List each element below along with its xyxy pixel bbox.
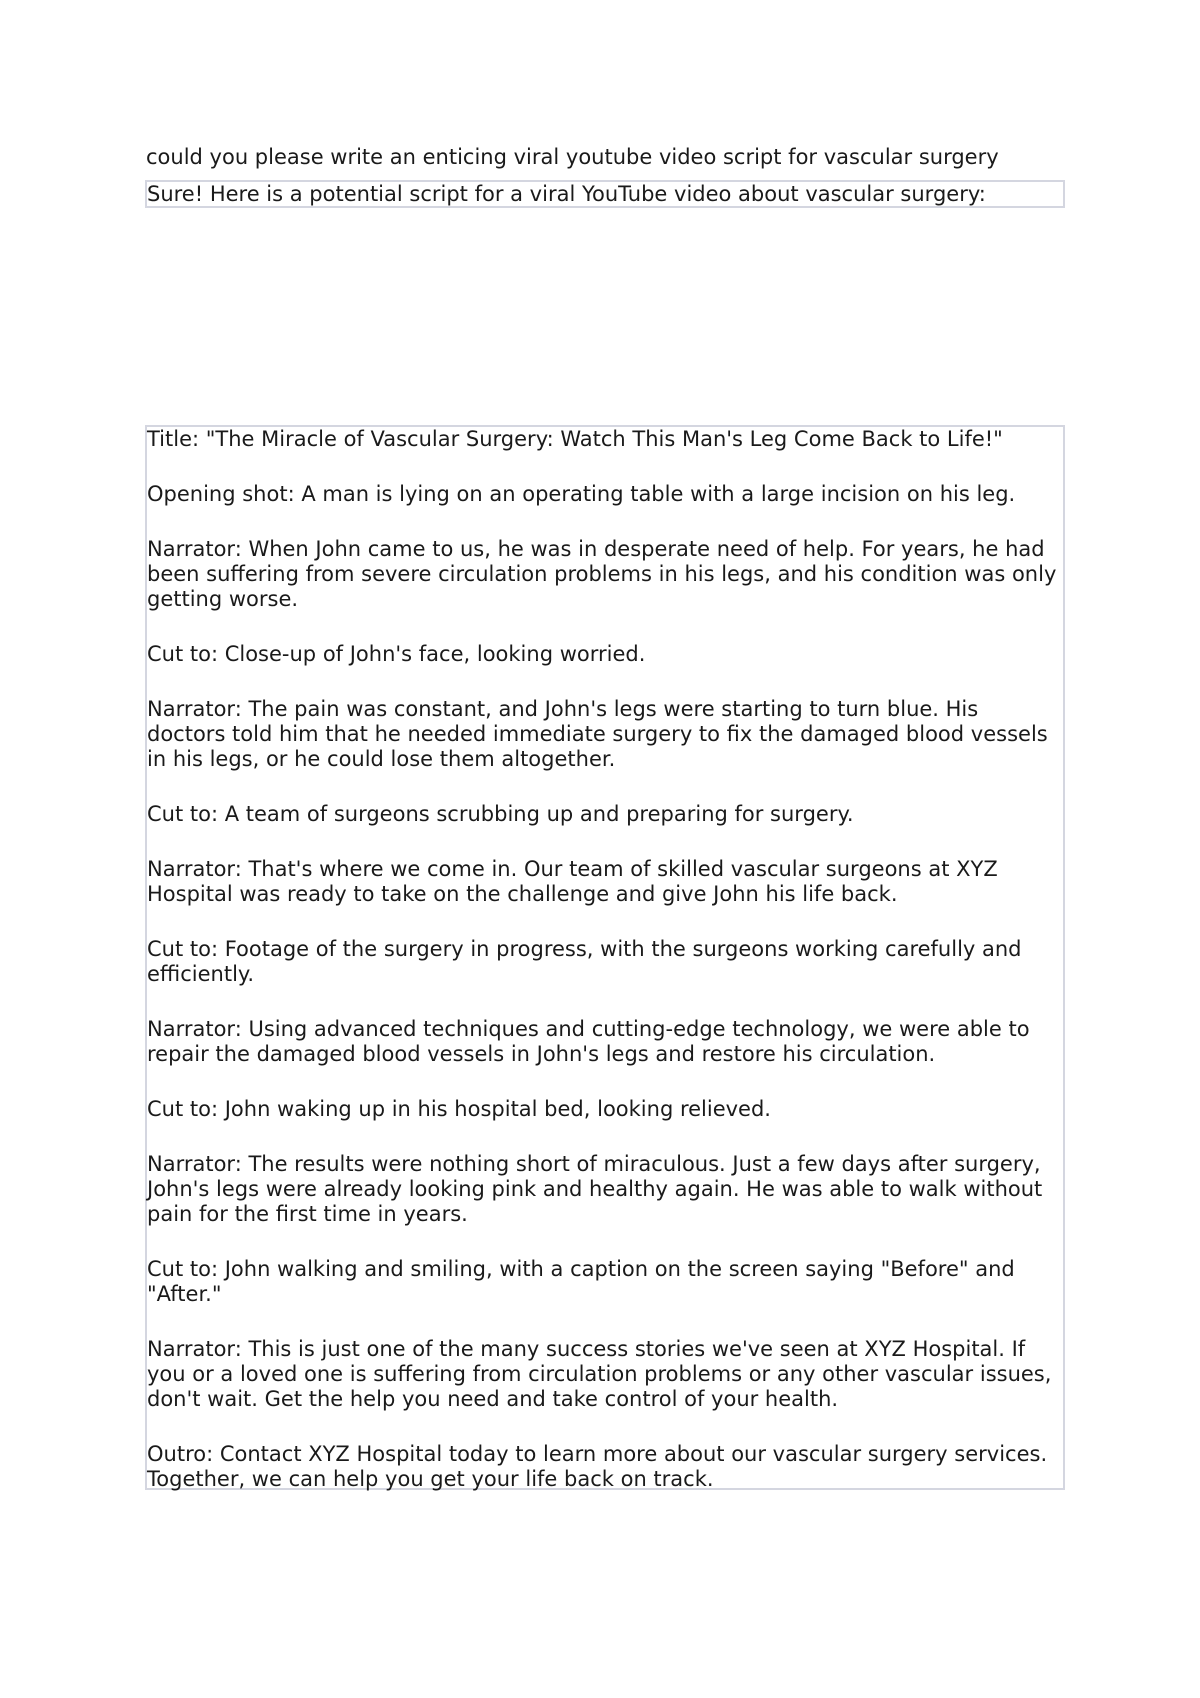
script-paragraph: Cut to: A team of surgeons scrubbing up and preparing for surgery.	[147, 802, 854, 826]
script-paragraph: Narrator: The results were nothing short of miraculous. Just a few days after surgery, John's legs were already looking pink and healthy again. He was able to walk without pain for the first time in years.	[147, 1152, 1043, 1226]
script-paragraph: Cut to: John walking and smiling, with a caption on the screen saying "Before" and "After."	[147, 1257, 1015, 1306]
script-paragraph: Outro: Contact XYZ Hospital today to learn more about our vascular surgery services. Together, we can help you get your life back on track.	[147, 1442, 1048, 1491]
response-intro-box	[145, 180, 1065, 208]
script-paragraph: Narrator: Using advanced techniques and cutting-edge technology, we were able to repair the damaged blood vessels in John's legs and restore his circulation.	[147, 1017, 1030, 1066]
script-paragraph-list	[147, 427, 1063, 1522]
prompt-text: could you please write an enticing viral youtube video script for vascular surgery	[146, 145, 999, 169]
script-paragraph: Cut to: Close-up of John's face, looking worried.	[147, 642, 646, 666]
script-paragraph: Narrator: That's where we come in. Our team of skilled vascular surgeons at XYZ Hospital was ready to take on the challenge and give John his life back.	[147, 857, 998, 906]
script-paragraph: Narrator: The pain was constant, and John's legs were starting to turn blue. His doctors told him that he needed immediate surgery to fix the damaged blood vessels in his legs, or he could lose them altogether.	[147, 697, 1048, 771]
script-paragraph: Narrator: This is just one of the many success stories we've seen at XYZ Hospital. If you or a loved one is suffering from circulation problems or any other vascular issues, don't wait. Get the help you need and take control of your health.	[147, 1337, 1052, 1411]
script-paragraph: Cut to: Footage of the surgery in progress, with the surgeons working carefully and efficiently.	[147, 937, 1022, 986]
script-box	[145, 425, 1065, 1490]
script-paragraph: Title: "The Miracle of Vascular Surgery: Watch This Man's Leg Come Back to Life!"	[147, 427, 1003, 451]
script-paragraph: Narrator: When John came to us, he was in desperate need of help. For years, he had been suffering from severe circulation problems in his legs, and his condition was only getting worse.	[147, 537, 1057, 611]
response-intro-text: Sure! Here is a potential script for a viral YouTube video about vascular surgery:	[147, 182, 986, 206]
script-paragraph: Cut to: John waking up in his hospital bed, looking relieved.	[147, 1097, 771, 1121]
script-paragraph: Opening shot: A man is lying on an operating table with a large incision on his leg.	[147, 482, 1016, 506]
